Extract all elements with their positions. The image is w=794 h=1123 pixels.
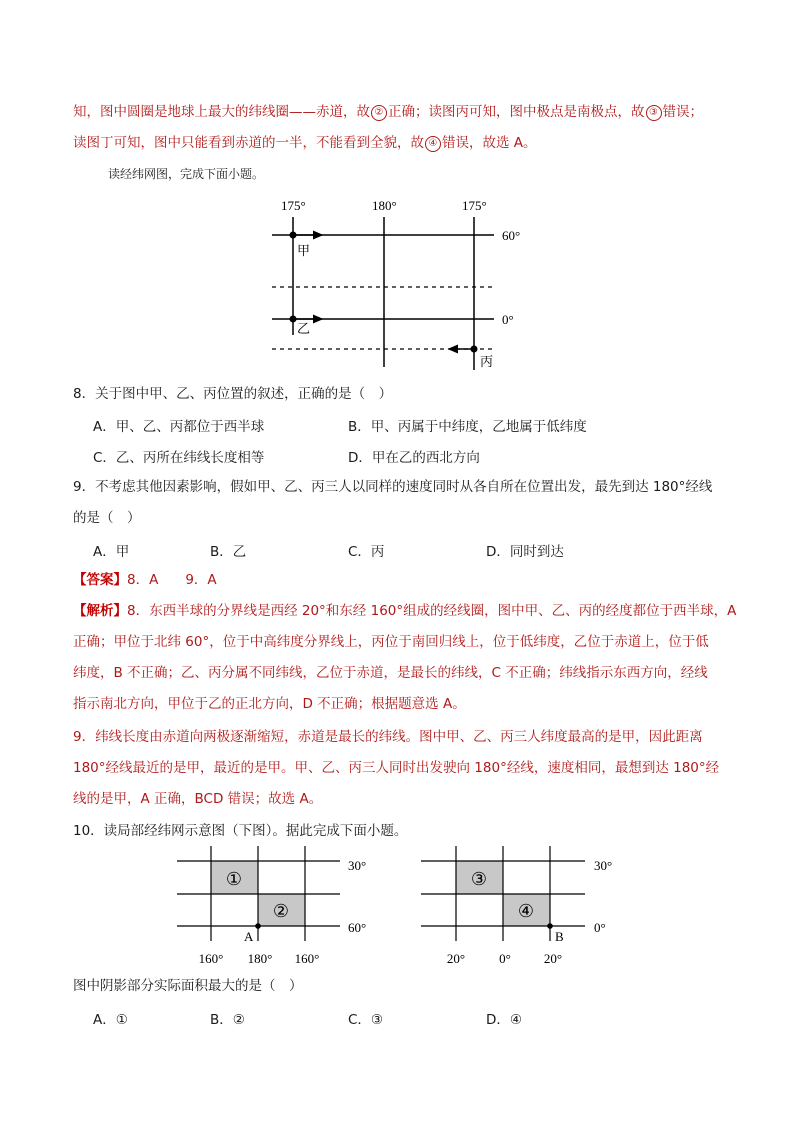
q8-option-c[interactable]: C．乙、丙所在纬线长度相等	[93, 450, 265, 466]
analysis-line-5: 9．纬线长度由赤道向两极逐渐缩短，赤道是最长的纬线。图中甲、乙、丙三人纬度最高的是甲，因此距离	[73, 729, 703, 745]
q10-option-a[interactable]: A．①	[93, 1012, 128, 1028]
analysis-line-2: 正确；甲位于北纬 60°，位于中高纬度分界线上，丙位于南回归线上，位于低纬度，乙位于赤道上，位于低	[73, 634, 709, 650]
right-point-b-label: B	[555, 929, 564, 944]
left-point-a-label: A	[244, 929, 254, 944]
right-lon-3: 20°	[543, 951, 563, 966]
text-span: 读图丁可知，图中只能看到赤道的一半，不能看到全貌，故	[73, 135, 424, 151]
lat-long-figure-2	[0, 840, 794, 975]
text-span: 正确；读图丙可知，图中极点是南极点，故	[388, 104, 645, 120]
analysis-line-4: 指示南北方向，甲位于乙的正北方向，D 不正确；根据题意选 A。	[73, 696, 466, 712]
cell-label-2: ②	[272, 901, 290, 921]
q9-option-d[interactable]: D．同时到达	[486, 544, 564, 560]
lat-long-figure-1	[0, 0, 794, 400]
q9-stem-line-2: 的是（ ）	[73, 510, 141, 526]
label-jia: 甲	[297, 243, 311, 258]
right-lat-30: 30°	[594, 858, 613, 873]
left-lon-2: 180°	[247, 951, 273, 966]
left-lat-30: 30°	[348, 858, 367, 873]
q9-option-c[interactable]: C．丙	[348, 544, 385, 560]
circled-number: ②	[371, 105, 387, 121]
lon-label-2: 180°	[372, 198, 397, 213]
analysis-line-6: 180°经线最近的是甲，最近的是甲。甲、乙、丙三人同时出发驶向 180°经线，速度相同，最想到达 180°经	[73, 760, 720, 776]
label-bing: 丙	[480, 354, 494, 369]
q10-option-c[interactable]: C．③	[348, 1012, 384, 1028]
q9-stem-line-1: 9．不考虑其他因素影响，假如甲、乙、丙三人以同样的速度同时从各自所在位置出发，最先到达 180°经线	[73, 479, 713, 495]
q9-option-a[interactable]: A．甲	[93, 544, 130, 560]
point-yi	[290, 316, 297, 323]
lon-label-1: 175°	[281, 198, 306, 213]
text-span: 知，图中圆圈是地球上最大的纬线圈——赤道，故	[73, 104, 370, 120]
right-lon-1: 20°	[446, 951, 466, 966]
cell-label-3: ③	[470, 869, 488, 889]
label-yi: 乙	[297, 321, 311, 336]
cell-label-4: ④	[517, 901, 535, 921]
q10-option-d[interactable]: D．④	[486, 1012, 522, 1028]
cell-label-1: ①	[225, 869, 243, 889]
q8-option-a[interactable]: A．甲、乙、丙都位于西半球	[93, 419, 265, 435]
analysis-line-1	[73, 602, 736, 620]
right-lon-2: 0°	[499, 951, 511, 966]
point-bing	[471, 346, 478, 353]
left-lon-3: 160°	[294, 951, 320, 966]
text-span: 错误，故选 A。	[442, 135, 537, 151]
q10-sub-stem: 图中阴影部分实际面积最大的是（ ）	[73, 978, 303, 994]
answer-label: 【答案】	[73, 572, 127, 588]
q8-stem: 8．关于图中甲、乙、丙位置的叙述，正确的是（ ）	[73, 386, 393, 402]
analysis-text: 8．东西半球的分界线是西经 20°和东经 160°组成的经线圈，图中甲、乙、丙的经度都位于西半球，A	[127, 603, 737, 619]
circled-number: ④	[425, 136, 441, 152]
answer-line	[73, 571, 217, 589]
q8-option-b[interactable]: B．甲、丙属于中纬度，乙地属于低纬度	[348, 419, 587, 435]
q10-stem: 10．读局部经纬网示意图（下图）。据此完成下面小题。	[73, 823, 408, 839]
analysis-line-3: 纬度，B 不正确；乙、丙分属不同纬线，乙位于赤道，是最长的纬线，C 不正确；纬线指示东西方向，经线	[73, 665, 708, 681]
left-lon-1: 160°	[198, 951, 224, 966]
analysis-line-7: 线的是甲，A 正确，BCD 错误；故选 A。	[73, 791, 323, 807]
lat-label-60: 60°	[502, 228, 521, 243]
q9-option-b[interactable]: B．乙	[210, 544, 247, 560]
point-b	[547, 923, 553, 929]
answer-text: 8．A 9．A	[127, 572, 217, 588]
left-lat-60: 60°	[348, 920, 367, 935]
reading-intro: 读经纬网图，完成下面小题。	[108, 167, 265, 181]
lat-label-0: 0°	[502, 312, 514, 327]
q10-option-b[interactable]: B．②	[210, 1012, 245, 1028]
analysis-label: 【解析】	[73, 603, 127, 619]
lon-label-3: 175°	[462, 198, 487, 213]
right-lat-0: 0°	[594, 920, 606, 935]
point-a	[255, 923, 261, 929]
circled-number: ③	[646, 105, 662, 121]
point-jia	[290, 232, 297, 239]
q8-option-d[interactable]: D．甲在乙的西北方向	[348, 450, 480, 466]
text-span: 错误；	[662, 104, 703, 120]
